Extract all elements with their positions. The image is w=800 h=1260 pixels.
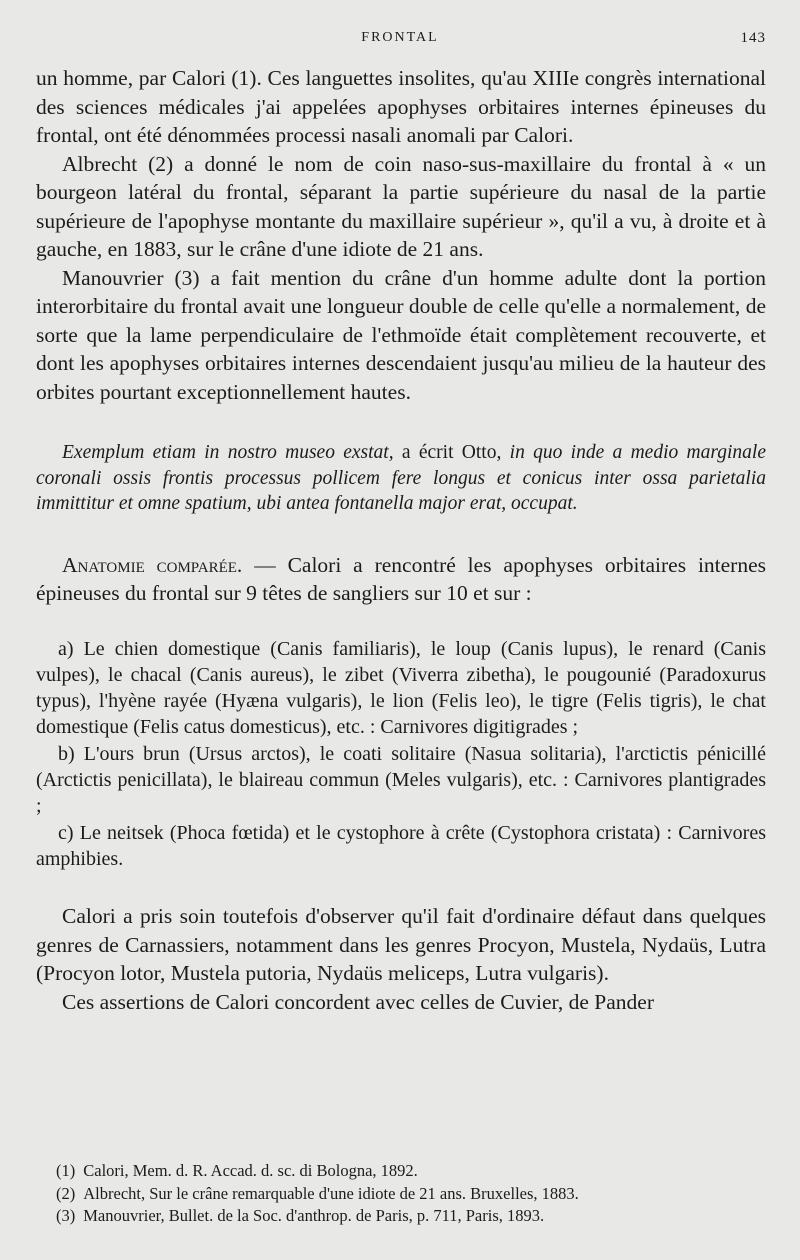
quote-attribution: a écrit Otto,	[393, 442, 510, 463]
footnote-text: Calori, Mem. d. R. Accad. d. sc. di Bologna, 1892.	[83, 1161, 418, 1180]
list-item-c: c) Le neitsek (Phoca fœtida) et le cystophore à crête (Cystophora cristata) : Carnivores amphibies.	[36, 821, 766, 870]
paragraph-albrecht: Albrecht (2) a donné le nom de coin naso-sus-maxillaire du frontal à « un bourgeon latéral du frontal, séparant la partie supérieure du nasal de la partie supérieure de l'apophyse montante du maxillaire supérieur », qu'il a vu, à droite et à gauche, en 1883, sur le crâne d'une idiote de 21 ans.	[36, 151, 766, 261]
paragraph-calori: un homme, par Calori (1). Ces languettes insolites, qu'au XIIIe congrès international des sciences médicales j'ai appelées apophyses orbitaires internes épineuses du frontal, ont été dénommées processi nasali anomali par Calori.	[36, 66, 766, 147]
section-text: — Calori a rencontré les apophyses orbitaires internes épineuses du frontal sur 9 têtes de sangliers sur 10 et sur :	[36, 552, 766, 605]
page-number: 143	[740, 30, 766, 46]
quote-latin-start: Exemplum etiam in nostro museo exstat,	[62, 442, 394, 463]
footnote-text: Manouvrier, Bullet. de la Soc. d'anthrop. de Paris, p. 711, Paris, 1893.	[83, 1206, 545, 1225]
footnotes	[56, 1160, 776, 1228]
footnote-mark: (3)	[56, 1206, 76, 1225]
footnote-text: Albrecht, Sur le crâne remarquable d'une idiote de 21 ans. Bruxelles, 1883.	[83, 1183, 579, 1203]
carnivore-list	[36, 636, 766, 873]
footnote-1	[56, 1160, 776, 1183]
running-title: FRONTAL	[361, 30, 439, 45]
page-header	[0, 30, 800, 52]
comparative-anatomy-paragraph	[36, 551, 766, 608]
footnote-mark: (2)	[56, 1183, 76, 1203]
footnote-2	[56, 1183, 776, 1206]
footnote-mark: (1)	[56, 1161, 76, 1180]
list-item-a: a) Le chien domestique (Canis familiaris), le loup (Canis lupus), le renard (Canis vulpes), le chacal (Canis aureus), le zibet (Viverra zibetha), le pougounié (Paradoxurus typus), l'hyène rayée (Hyæna vulgaris), le lion (Felis leo), le tigre (Felis tigris), le chat domestique (Felis catus domesticus), etc. : Carnivores digitigrades ;	[36, 637, 766, 739]
otto-quotation	[36, 440, 766, 517]
paragraph-carnassiers: Calori a pris soin toutefois d'observer qu'il fait d'ordinaire défaut dans quelques genres de Carnassiers, notamment dans les genres Procyon, Mustela, Nydaüs, Lutra (Procyon lotor, Mustela putoria, Nydaüs meliceps, Lutra vulgaris).	[36, 904, 766, 986]
footnote-3	[56, 1205, 776, 1228]
quote-latin-end: in quo inde a medio marginale coronali ossis frontis processus pollicem fere longus et conicus inter ossa parietalia immittitur et omne spatium, ubi antea fontanella major erat, occupat.	[36, 442, 766, 514]
list-item-b: b) L'ours brun (Ursus arctos), le coati solitaire (Nasua solitaria), l'arctictis pénicillé (Arctictis penicillata), le blaireau commun (Meles vulgaris), etc. : Carnivores plantigrades ;	[36, 742, 766, 818]
paragraph-cuvier: Ces assertions de Calori concordent avec celles de Cuvier, de Pander	[62, 989, 654, 1014]
section-heading: Anatomie comparée.	[62, 552, 243, 577]
paragraph-manouvrier: Manouvrier (3) a fait mention du crâne d'un homme adulte dont la portion interorbitaire du frontal avait une longueur double de celle qu'elle a normalement, de sorte que la lame perpendiculaire de l'ethmoïde était complètement recouverte, et dont les apophyses orbitaires internes descendaient jusqu'au milieu de la hauteur des orbites pourtant exceptionnellement hautes.	[36, 265, 766, 404]
body-text	[36, 64, 766, 1016]
